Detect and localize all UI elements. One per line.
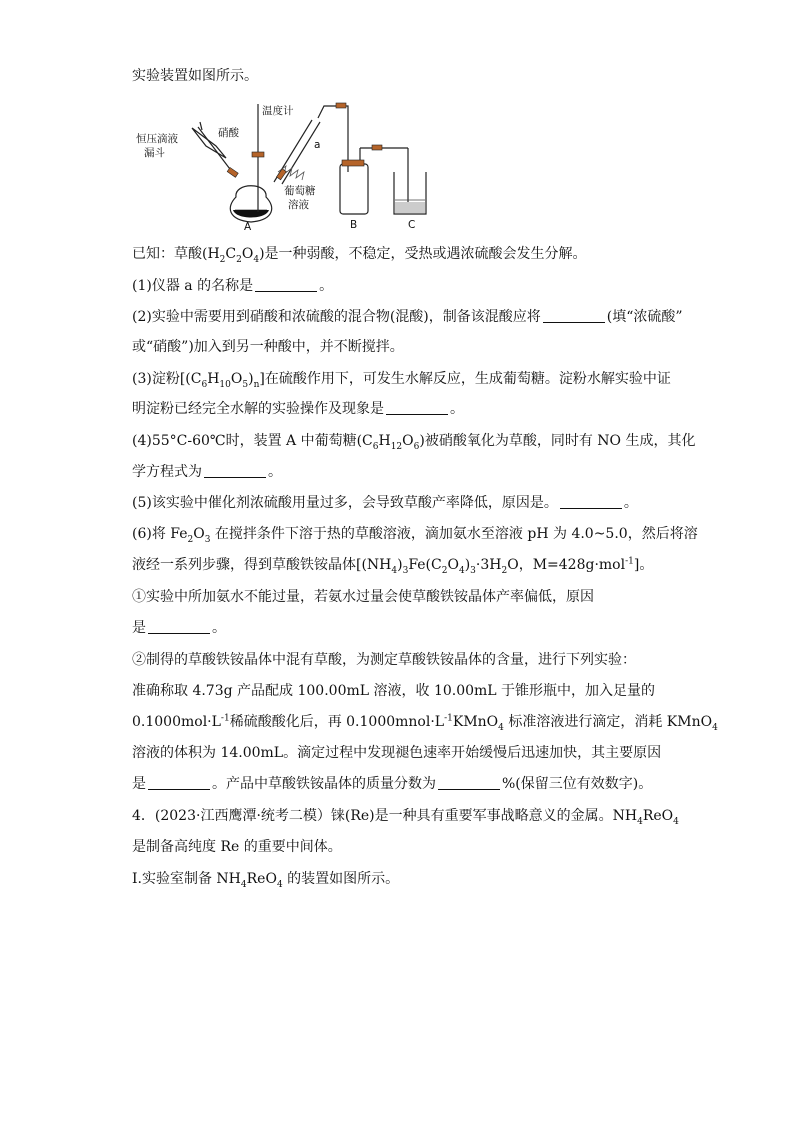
label-condenser-a: a bbox=[314, 139, 321, 151]
subquestion-2-line5: 是 。产品中草酸铁铵晶体的质量分数为 %(保留三位有效数字)。 bbox=[132, 776, 653, 792]
question-6-line2: 液经一系列步骤，得到草酸铁铵晶体[$(NH_4)_3Fe(C_2O_4)_3\cdot 3H_2O$，M=428g·mol$^{-1}$]。 bbox=[132, 556, 654, 576]
label-nitric-acid: 硝酸 bbox=[218, 127, 239, 139]
subquestion-2-line3: $0.1000mol\cdot L^{-1}$稀硫酸酸化后，再 $0.1000mnol\cdot L^{-1}KMnO_4$ 标准溶液进行滴定，消耗 KMnO$_4$ bbox=[132, 713, 718, 733]
question-2-line2: 或“硝酸”)加入到另一种酸中，并不断搅拌。 bbox=[132, 339, 404, 355]
problem-4-line2: 是制备高纯度 Re 的重要中间体。 bbox=[132, 839, 342, 855]
answer-blank[interactable] bbox=[560, 494, 622, 509]
label-A: A bbox=[244, 221, 252, 232]
label-B: B bbox=[350, 219, 358, 231]
question-2-line1: (2)实验中需要用到硝酸和浓硫酸的混合物(混酸)，制备该混酸应将 (填“浓硫酸” bbox=[132, 309, 683, 325]
subquestion-2-line1: ②制得的草酸铁铵晶体中混有草酸，为测定草酸铁铵晶体的含量，进行下列实验： bbox=[132, 652, 636, 668]
subquestion-1-line1: ①实验中所加氨水不能过量，若氨水过量会使草酸铁铵晶体产率偏低，原因 bbox=[132, 589, 594, 605]
subquestion-2-line2: 准确称取 4.73g 产品配成 100.00mL 溶液，收 10.00mL 于锥形瓶中，加入足量的 bbox=[132, 683, 656, 699]
label-C: C bbox=[408, 219, 416, 231]
answer-blank[interactable] bbox=[386, 400, 448, 415]
intro-text: 实验装置如图所示。 bbox=[132, 68, 258, 84]
known-text: 已知：草酸$(H_2C_2O_4)$是一种弱酸，不稳定，受热或遇浓硫酸会发生分解。 bbox=[132, 246, 587, 265]
answer-blank[interactable] bbox=[543, 308, 605, 323]
answer-blank[interactable] bbox=[148, 775, 210, 790]
label-funnel-line1: 恒压滴液 bbox=[136, 133, 178, 145]
label-glucose-line1: 葡萄糖 bbox=[284, 185, 316, 197]
question-4-line2: 学方程式为 。 bbox=[132, 464, 282, 480]
question-5: (5)该实验中催化剂浓硫酸用量过多，会导致草酸产率降低，原因是。 。 bbox=[132, 495, 638, 511]
question-3-line2: 明淀粉已经完全水解的实验操作及现象是 。 bbox=[132, 401, 464, 417]
answer-blank[interactable] bbox=[438, 775, 500, 790]
label-glucose-line2: 溶液 bbox=[288, 199, 309, 211]
problem-4-line3: I.实验室制备 $NH_4ReO_4$ 的装置如图所示。 bbox=[132, 871, 400, 890]
label-funnel-line2: 漏斗 bbox=[144, 147, 165, 159]
label-thermometer: 温度计 bbox=[262, 105, 294, 117]
question-4-line1: (4)55°C-60℃时，装置 A 中葡萄糖$(C_6H_{12}O_6)$被硝酸氧化为草酸，同时有 NO 生成，其化 bbox=[132, 433, 696, 452]
apparatus-figure bbox=[136, 102, 436, 232]
subquestion-1-line2: 是 。 bbox=[132, 620, 226, 636]
answer-blank[interactable] bbox=[204, 463, 266, 478]
question-3-line1: (3)淀粉$[(C_6H_{10}O_5)_n]$在硫酸作用下，可发生水解反应，生成葡萄糖。淀粉水解实验中证 bbox=[132, 371, 671, 390]
subquestion-2-line4: 溶液的体积为 14.00mL。滴定过程中发现褪色速率开始缓慢后迅速加快，其主要原因 bbox=[132, 745, 662, 761]
answer-blank[interactable] bbox=[255, 277, 317, 292]
answer-blank[interactable] bbox=[148, 619, 210, 634]
question-6-line1: (6)将 $Fe_2O_3$ 在搅拌条件下溶于热的草酸溶液，滴加氨水至溶液 pH 为 4.0~5.0，然后将溶 bbox=[132, 526, 698, 545]
question-1: (1)仪器 a 的名称是 。 bbox=[132, 278, 334, 294]
problem-4-line1: 4．(2023·江西鹰潭·统考二模）铼(Re)是一种具有重要军事战略意义的金属。$NH_4ReO_4$ bbox=[132, 808, 679, 827]
